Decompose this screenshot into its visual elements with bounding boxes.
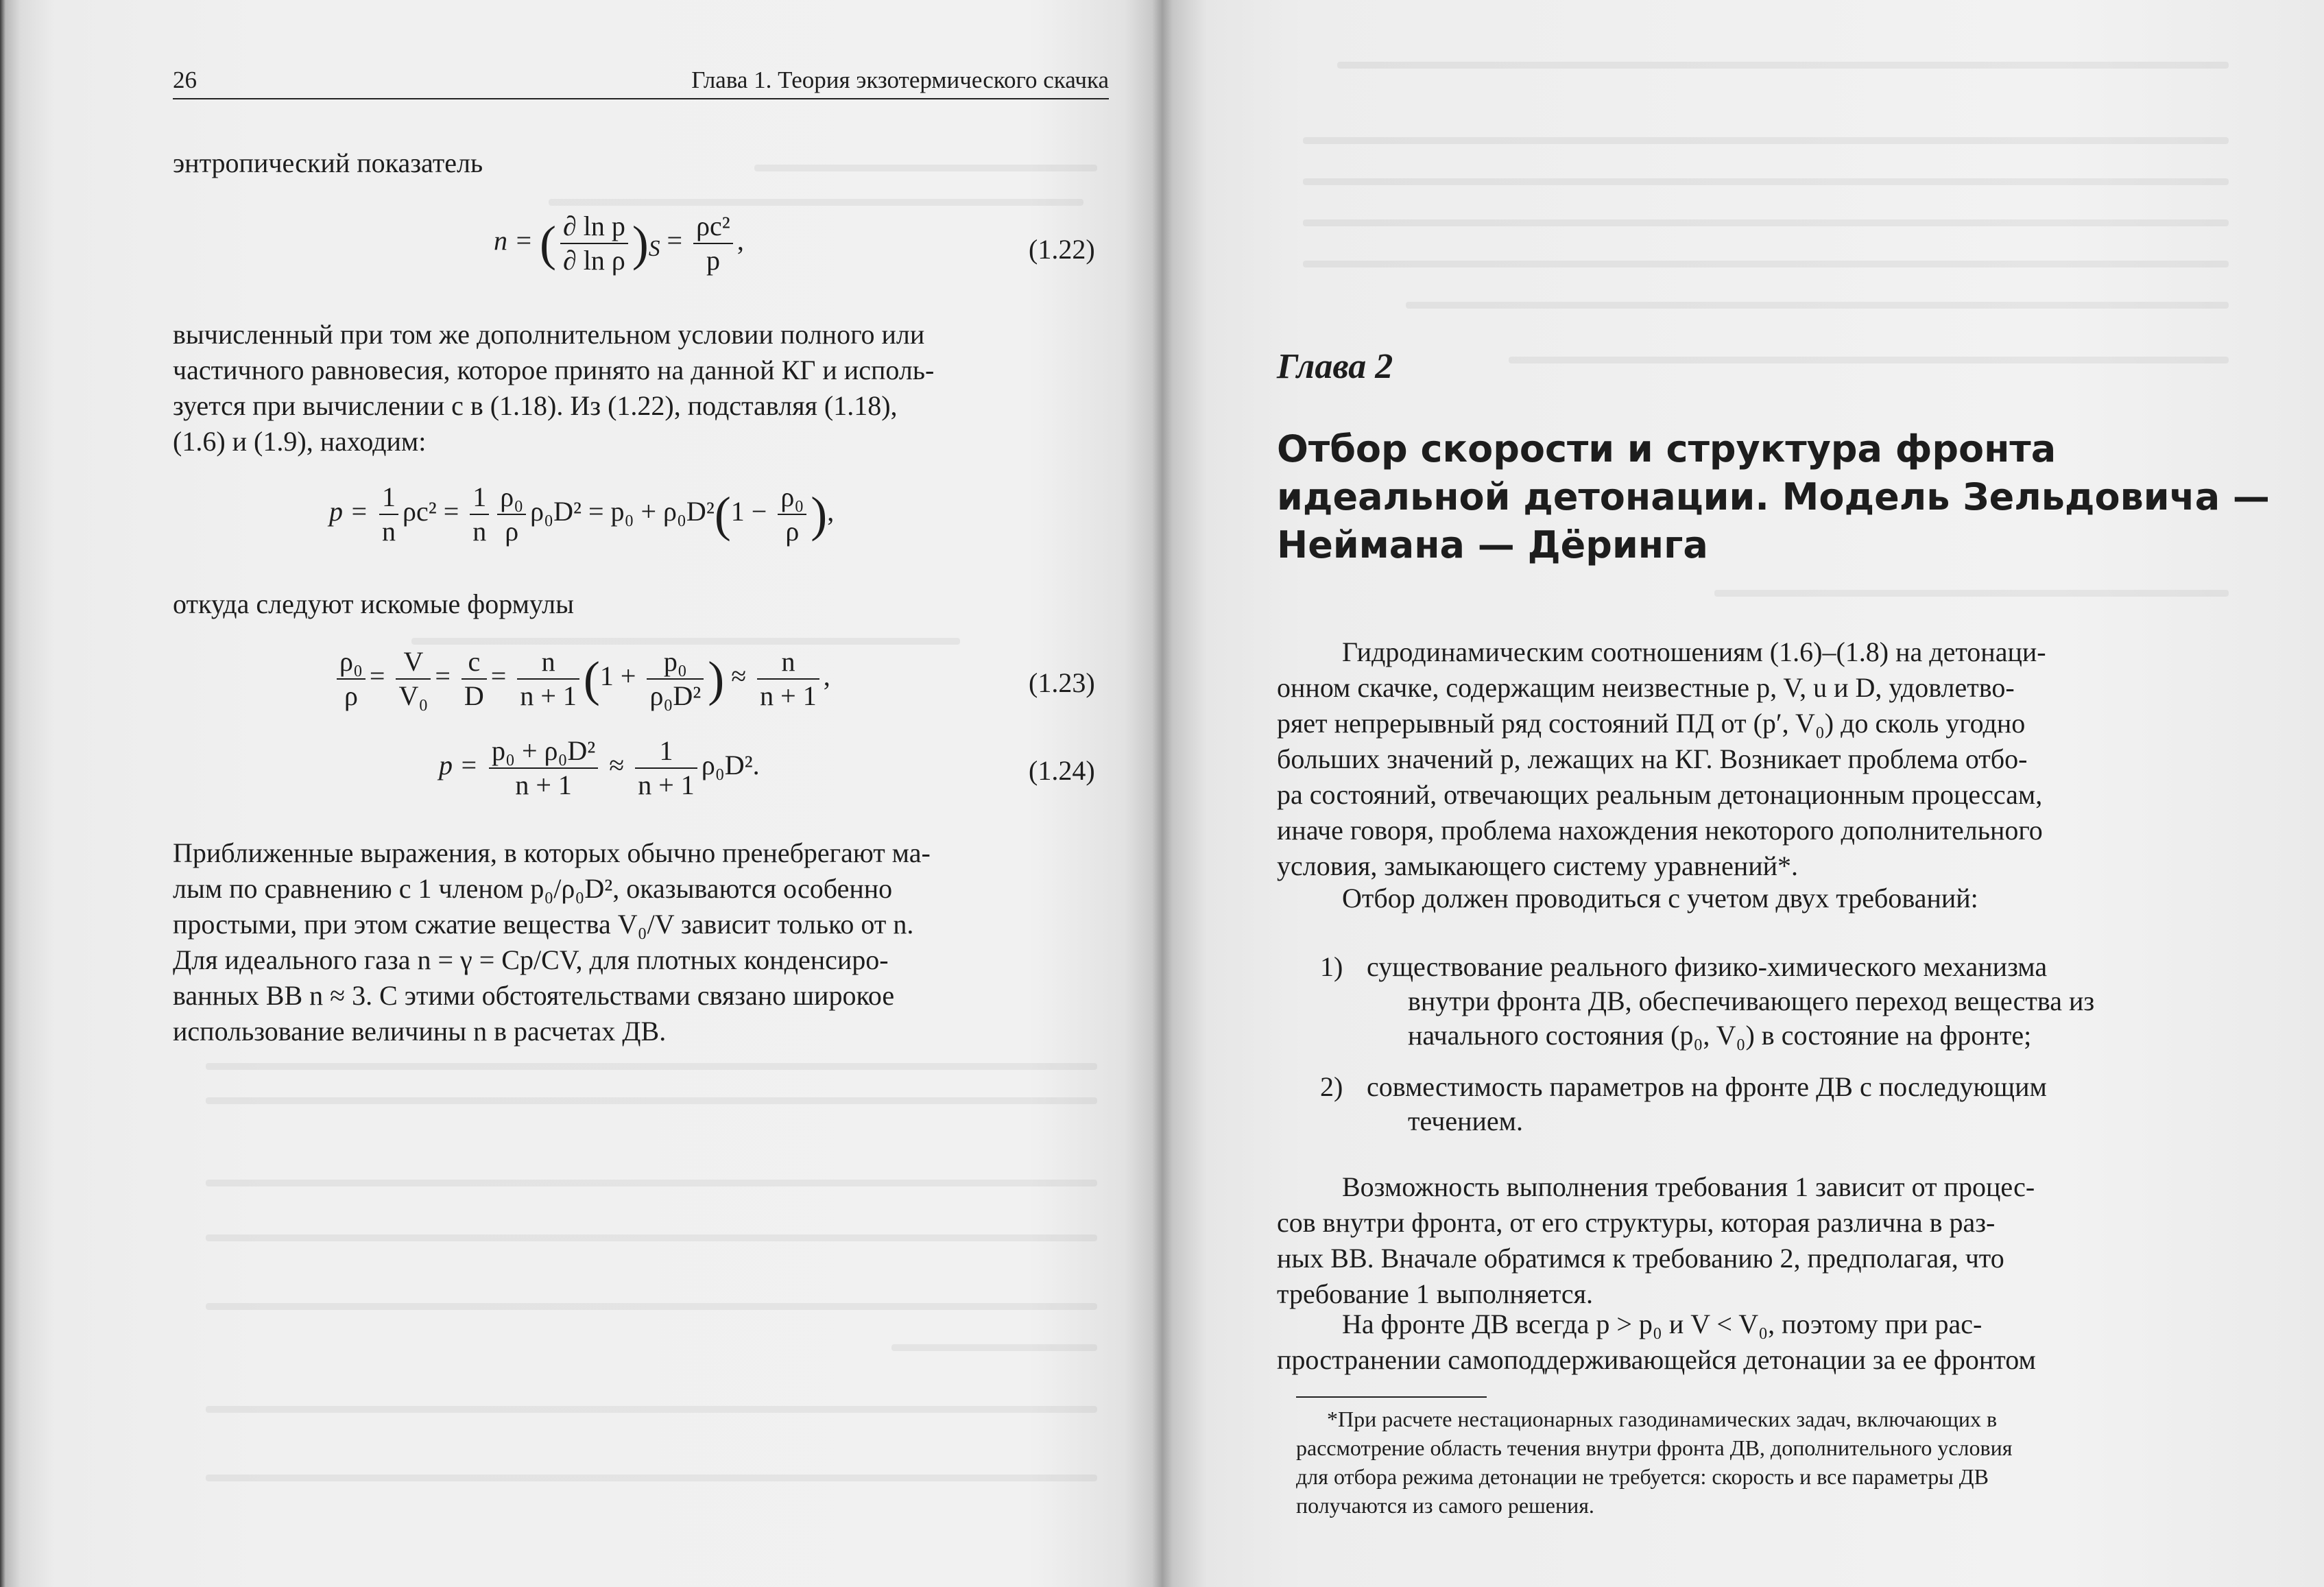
fraction-numerator: V [396,648,431,680]
text-line: вычисленный при том же дополнительном условии полного или [173,319,925,350]
page-number: 26 [173,67,197,93]
fraction-denominator: ρ [344,680,358,711]
bleed-through [206,1234,1097,1241]
text-line: откуда следуют искомые формулы [173,588,574,619]
text-line: лым по сравнению с 1 членом p₀/ρ₀D², оказываются особенно [173,873,893,904]
fraction-denominator: n + 1 [760,680,817,711]
text-line: иначе говоря, проблема нахождения некоторого дополнительного [1277,815,2043,846]
fraction-denominator: ∂ ln ρ [563,245,625,276]
text-line: Возможность выполнения требования 1 зависит от процес- [1342,1171,2035,1202]
fraction-numerator: ρc² [693,213,733,244]
text-line: сов внутри фронта, от его структуры, которая различна в раз- [1277,1207,1996,1238]
equation-1-24 [439,737,760,799]
text-line: Гидродинамическим соотношениям (1.6)–(1.8) на детонаци- [1342,636,2046,667]
text-line: ванных ВВ n ≈ 3. С этими обстоятельствами связано широкое [173,980,895,1011]
eq-term: , [827,496,835,527]
fraction [647,648,704,710]
eq-term: ≈ [731,660,747,692]
fraction-denominator: n + 1 [520,680,577,711]
equation-1-22 [494,213,744,274]
footnote-line: получаются из самого решения. [1296,1493,1594,1518]
text-line: ных ВВ. Вначале обратимся к требованию 2, предполагая, что [1277,1243,2004,1274]
requirement-item-1 [1320,950,2232,1060]
fraction [635,737,697,799]
fraction [462,648,487,710]
text-line: Для идеального газа n = γ = Cp/CV, для плотных конденсиро- [173,944,889,975]
paragraph [173,835,931,1049]
fraction-denominator: n + 1 [515,769,572,800]
footnote [1296,1405,2012,1520]
eq-term: = [369,660,385,692]
fraction [337,648,366,710]
text-line: ра состояний, отвечающих реальным детонационным процессам, [1277,779,2043,810]
text-line: начального состояния (p₀, V₀) в состояние на фронте; [1408,1020,2032,1051]
fraction-numerator: ρ₀ [497,484,526,515]
fraction [757,648,819,710]
eq-subscript: S [648,236,660,262]
fraction-numerator: 1 [470,484,489,515]
bleed-through [1303,178,2229,185]
bleed-through [206,1097,1097,1104]
fraction-denominator: n [472,516,487,547]
paragraph [1277,634,2046,884]
fraction-numerator: p₀ + ρ₀D² [489,737,598,769]
equation-number: (1.24) [1029,755,1095,786]
bleed-through [206,1475,1097,1481]
footnote-line: для отбора режима детонации не требуется: скорость и все параметры ДВ [1296,1464,1989,1489]
fraction-numerator: ρ₀ [337,648,366,680]
eq-term: = [667,225,683,256]
equation-number: (1.22) [1029,234,1095,265]
text-line: больших значений p, лежащих на КГ. Возникает проблема отбо- [1277,743,2028,774]
bleed-through [1337,62,2229,69]
running-title: Глава 1. Теория экзотермического скачка [691,67,1109,93]
equation-1-23 [333,648,830,710]
fraction-denominator: p [706,245,720,276]
paragraph [173,586,574,622]
bleed-through [1303,261,2229,267]
fraction-denominator: ρ₀D² [649,680,702,711]
bleed-through [206,1063,1097,1070]
list-marker: 2) [1320,1071,1343,1102]
text-line: внутри фронта ДВ, обеспечивающего переход вещества из [1408,986,2095,1016]
fraction-numerator: c [462,648,487,680]
chapter-label: Глава 2 [1277,347,1393,386]
fraction [560,213,628,274]
eq-term: ≈ [609,750,625,781]
eq-term: , [823,660,830,692]
bleed-through [1509,357,2229,363]
fraction-denominator: V₀ [398,680,429,711]
eq-term: 1 + [599,660,636,692]
text-line: требование 1 выполняется. [1277,1278,1594,1309]
requirement-item-2 [1320,1070,2232,1145]
text-line: Отбор должен проводиться с учетом двух требований: [1342,883,1978,914]
paren-open: ( [583,652,600,706]
eq-term: ρ₀D². [701,750,760,781]
paren-close: ) [708,652,725,706]
eq-term: n = [494,225,533,256]
bleed-through [1714,590,2229,597]
text-line: использование величины n в расчетах ДВ. [173,1016,667,1047]
fraction-denominator: n + 1 [638,769,695,800]
footnote-line: рассмотрение область течения внутри фронта ДВ, дополнительного условия [1296,1435,2013,1460]
bleed-through [754,165,1097,171]
eq-term: , [736,225,744,256]
fraction [396,648,431,710]
bleed-through [206,1406,1097,1413]
chapter-title [1277,425,2270,569]
eq-term: ρc² = [403,496,459,527]
fraction-denominator: ρ [785,516,800,547]
fraction-numerator: n [517,648,579,680]
fraction [497,481,526,547]
chapter-title-line: идеальной детонации. Модель Зельдовича — [1277,475,2270,518]
eq-term: = [435,660,451,692]
text-line: пространении самоподдерживающейся детонации за ее фронтом [1277,1344,2036,1375]
fraction [379,481,398,547]
bleed-through [549,199,1083,206]
fraction [693,213,733,274]
paren-close: ) [811,487,828,542]
bleed-through [206,1303,1097,1310]
text-line: ряет непрерывный ряд состояний ПД от (p′, V₀) до сколь угодно [1277,708,2026,739]
fraction-denominator: n [382,516,396,547]
list-marker: 1) [1320,951,1343,982]
intro-text [173,145,483,181]
fraction-numerator: n [757,648,819,680]
requirement-text [1367,950,2094,1053]
paragraph [1277,1306,2036,1378]
fraction-numerator: ∂ ln p [560,213,628,244]
bleed-through [1303,219,2229,226]
running-head [173,65,1109,99]
bleed-through [1303,137,2229,144]
eq-term: = [490,660,507,692]
text-line: онном скачке, содержащим неизвестные p, V, u и D, удовлетво- [1277,672,2015,703]
footnote-line: *При расчете нестационарных газодинамических задач, включающих в [1327,1407,1998,1431]
paren-close: ) [632,216,649,271]
chapter-title-line: Неймана — Дёринга [1277,523,1708,566]
chapter-title-line: Отбор скорости и структура фронта [1277,427,2057,470]
text-line: Приближенные выражения, в которых обычно пренебрегают ма- [173,837,931,868]
fraction-numerator: 1 [635,737,697,769]
eq-term: ρ₀D² = p₀ + ρ₀D² [530,496,715,527]
paragraph [1277,1169,2035,1312]
text-line: энтропический показатель [173,147,483,178]
text-line: (1.6) и (1.9), находим: [173,426,427,457]
footnote-rule [1296,1396,1487,1398]
bleed-through [206,1180,1097,1186]
bleed-through [891,1344,1097,1351]
fraction-numerator: p₀ [647,648,704,680]
text-line: простыми, при этом сжатие вещества V₀/V зависит только от n. [173,909,914,940]
eq-term: 1 − [730,496,767,527]
text-line: зуется при вычислении c в (1.18). Из (1.22), подставляя (1.18), [173,390,898,421]
equation-pressure [329,481,835,547]
requirement-text [1367,1070,2047,1138]
bleed-through [1406,302,2229,309]
text-line: совместимость параметров на фронте ДВ с последующим [1367,1071,2047,1102]
equation-number: (1.23) [1029,667,1095,698]
eq-term: p = [329,496,368,527]
paragraph [173,317,934,460]
text-line: условия, замыкающего систему уравнений*. [1277,850,1799,881]
paren-open: ( [540,216,556,271]
fraction-numerator: 1 [379,484,398,515]
fraction [470,481,489,547]
fraction-numerator: ρ₀ [778,484,806,515]
text-line: На фронте ДВ всегда p > p₀ и V < V₀, поэтому при рас- [1342,1309,1982,1339]
paren-open: ( [714,487,731,542]
fraction [778,481,806,547]
bleed-through [411,638,960,645]
text-line: частичного равновесия, которое принято на данной КГ и исполь- [173,355,935,385]
paragraph [1342,881,1978,916]
fraction-denominator: D [464,680,484,711]
fraction-denominator: ρ [505,516,519,547]
text-line: существование реального физико-химического механизма [1367,951,2048,982]
fraction [517,648,579,710]
fraction [489,737,598,799]
text-line: течением. [1408,1106,1523,1136]
eq-term: p = [439,750,478,781]
